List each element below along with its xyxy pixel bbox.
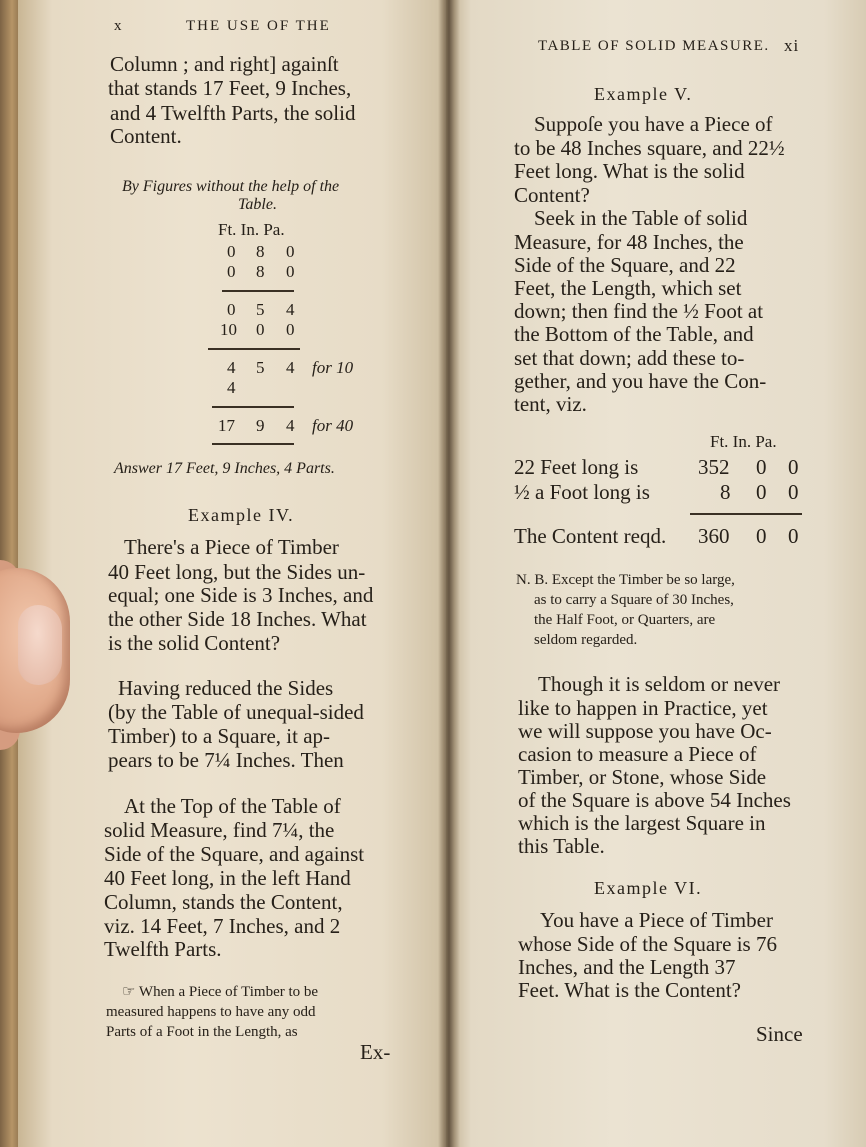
para3-r-line-8: this Table. xyxy=(518,834,605,858)
ex5-para2-line-3: Side of the Square, and 22 xyxy=(514,253,736,277)
ex4-line-4: the other Side 18 Inches. What xyxy=(108,607,367,631)
ex6-line-2: whose Side of the Square is 76 xyxy=(518,932,777,956)
ex5-para2-line-5: down; then find the ½ Foot at xyxy=(514,299,764,323)
ex4-line-1: There's a Piece of Timber xyxy=(124,535,339,559)
total-row-label: The Content reqd. xyxy=(514,524,667,548)
table-cell: 0 xyxy=(788,480,799,504)
para3-r-line-7: which is the largest Square in xyxy=(518,811,766,835)
ex4-line-3: equal; one Side is 3 Inches, and xyxy=(108,583,374,607)
note-line-3: Parts of a Foot in the Length, as xyxy=(106,1024,298,1040)
total-cell: 0 xyxy=(788,524,799,548)
para2-line-1: Having reduced the Sides xyxy=(118,676,334,700)
calc-cell: 0 xyxy=(227,242,236,261)
ex5-line-1: Suppoſe you have a Piece of xyxy=(534,112,773,136)
table-cell: 352 xyxy=(698,455,730,479)
para3-r-line-2: like to happen in Practice, yet xyxy=(518,696,768,720)
total-cell: 360 xyxy=(698,524,730,548)
ex5-para2-line-2: Measure, for 48 Inches, the xyxy=(514,230,744,254)
calc-cell: 0 xyxy=(286,320,295,339)
calc-note: for 10 xyxy=(312,358,354,377)
ex6-line-4: Feet. What is the Content? xyxy=(518,978,741,1002)
thumbnail xyxy=(18,605,62,685)
calc-cell: 4 xyxy=(286,416,295,435)
table-cell: 0 xyxy=(756,455,767,479)
left-running-head: THE USE OF THE xyxy=(186,18,331,34)
table-row-label: ½ a Foot long is xyxy=(514,480,650,504)
para3-line-1: At the Top of the Table of xyxy=(124,794,341,818)
calc-cell: 4 xyxy=(227,358,236,377)
calc-cell: 8 xyxy=(256,262,265,281)
right-page-number: xi xyxy=(784,36,800,55)
ex5-para2-line-6: the Bottom of the Table, and xyxy=(514,322,754,346)
calc-cell: 9 xyxy=(256,416,265,435)
para2-line-2: (by the Table of unequal-sided xyxy=(108,700,364,724)
calc-cell: 10 xyxy=(220,320,237,339)
ex5-line-2: to be 48 Inches square, and 22½ xyxy=(514,136,785,160)
right-catchword: Since xyxy=(756,1022,803,1046)
calc-cell: 5 xyxy=(256,358,265,377)
ex4-line-2: 40 Feet long, but the Sides un- xyxy=(108,560,366,584)
ex4-line-5: is the solid Content? xyxy=(108,631,281,655)
example-6-title: Example VI. xyxy=(594,878,703,898)
example-5-title: Example V. xyxy=(594,84,693,104)
calc-cell: 0 xyxy=(286,262,295,281)
para3-r-line-1: Though it is seldom or never xyxy=(538,672,781,696)
table-row-label: 22 Feet long is xyxy=(514,455,639,479)
calc-rule xyxy=(222,290,294,292)
nb-line-4: seldom regarded. xyxy=(534,632,638,648)
nb-line-2: as to carry a Square of 30 Inches, xyxy=(534,592,734,608)
table-cell: 8 xyxy=(720,480,731,504)
ex5-line-3: Feet long. What is the solid xyxy=(514,159,745,183)
figures-heading-1: By Figures without the help of the xyxy=(122,178,340,195)
ex5-para2-line-9: tent, viz. xyxy=(514,392,587,416)
para3-line-4: 40 Feet long, in the left Hand xyxy=(104,866,351,890)
table-rule xyxy=(690,513,802,515)
nb-line-1: N. B. Except the Timber be so large, xyxy=(516,572,735,588)
para3-line-6: viz. 14 Feet, 7 Inches, and 2 xyxy=(104,914,341,938)
left-top-line-4: Content. xyxy=(110,124,182,148)
para3-r-line-5: Timber, or Stone, whose Side xyxy=(518,765,767,789)
left-top-line-2: that stands 17 Feet, 9 Inches, xyxy=(108,76,352,100)
table-cell: 0 xyxy=(788,455,799,479)
example-4-title: Example IV. xyxy=(188,505,295,525)
total-cell: 0 xyxy=(756,524,767,548)
table-header: Ft. In. Pa. xyxy=(710,432,777,451)
calc-rule xyxy=(212,443,294,445)
note-line-1: ☞ When a Piece of Timber to be xyxy=(122,984,319,1000)
left-catchword: Ex- xyxy=(360,1040,391,1064)
ex5-para2-line-7: set that down; add these to- xyxy=(514,346,745,370)
calc-cell: 0 xyxy=(227,300,236,319)
calc-cell: 0 xyxy=(286,242,295,261)
para3-r-line-3: we will suppose you have Oc- xyxy=(518,719,772,743)
calc-header: Ft. In. Pa. xyxy=(218,220,285,239)
note-line-2: measured happens to have any odd xyxy=(106,1004,316,1020)
ex6-line-1: You have a Piece of Timber xyxy=(540,908,773,932)
answer-line: Answer 17 Feet, 9 Inches, 4 Parts. xyxy=(114,460,335,477)
para3-r-line-4: casion to measure a Piece of xyxy=(518,742,757,766)
calc-cell: 5 xyxy=(256,300,265,319)
para2-line-4: pears to be 7¼ Inches. Then xyxy=(108,748,344,772)
ex5-para2-line-8: gether, and you have the Con- xyxy=(514,369,767,393)
left-top-line-3: and 4 Twelfth Parts, the solid xyxy=(110,101,356,125)
calc-rule xyxy=(208,348,300,350)
ex5-para2-line-4: Feet, the Length, which set xyxy=(514,276,742,300)
calc-note: for 40 xyxy=(312,416,354,435)
ex5-para2-line-1: Seek in the Table of solid xyxy=(534,206,748,230)
calc-cell: 4 xyxy=(286,358,295,377)
calc-cell: 0 xyxy=(256,320,265,339)
calc-cell: 17 xyxy=(218,416,235,435)
figures-heading-2: Table. xyxy=(238,196,277,213)
calc-cell: 8 xyxy=(256,242,265,261)
para3-line-2: solid Measure, find 7¼, the xyxy=(104,818,335,842)
para3-r-line-6: of the Square is above 54 Inches xyxy=(518,788,791,812)
book-gutter xyxy=(438,0,460,1147)
table-cell: 0 xyxy=(756,480,767,504)
para3-line-7: Twelfth Parts. xyxy=(104,937,222,961)
calc-cell: 4 xyxy=(286,300,295,319)
calc-rule xyxy=(212,406,294,408)
ex6-line-3: Inches, and the Length 37 xyxy=(518,955,736,979)
right-running-head: TABLE OF SOLID MEASURE. xyxy=(538,38,770,54)
nb-line-3: the Half Foot, or Quarters, are xyxy=(534,612,716,628)
para3-line-5: Column, stands the Content, xyxy=(104,890,343,914)
ex5-line-4: Content? xyxy=(514,183,590,207)
left-page-number: x xyxy=(114,18,123,34)
para2-line-3: Timber) to a Square, it ap- xyxy=(108,724,331,748)
para3-line-3: Side of the Square, and against xyxy=(104,842,365,866)
calc-cell: 4 xyxy=(227,378,236,397)
calc-cell: 0 xyxy=(227,262,236,281)
left-top-line-1: Column ; and right] againſt xyxy=(110,52,339,76)
